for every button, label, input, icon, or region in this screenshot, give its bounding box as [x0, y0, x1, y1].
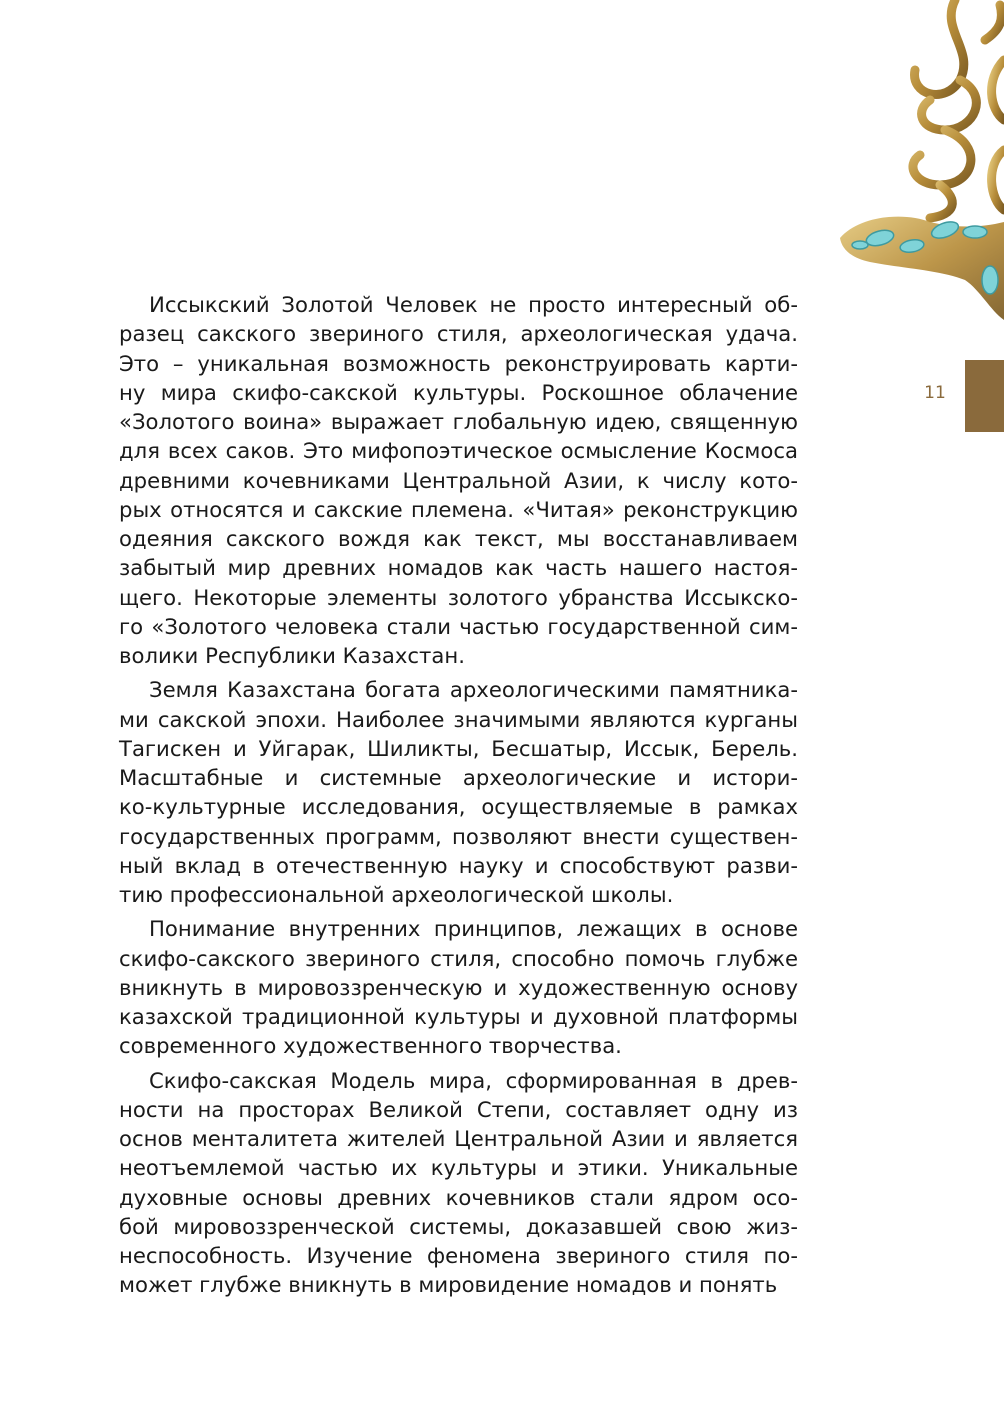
text-line: Скифо-сакская Модель мира, сформированная в древ- — [149, 1067, 798, 1093]
text-line: казахской традиционной культуры и духовной платформы — [119, 1004, 798, 1029]
body-text — [119, 290, 798, 1305]
text-line: тию профессиональной археологической школы. — [119, 882, 674, 907]
text-line: Земля Казахстана богата археологическими памятника- — [149, 677, 798, 703]
text-line: неотъемлемой частью их культуры и этики. Уникальные — [119, 1155, 798, 1181]
text-line: Масштабные и системные археологические и истори- — [119, 765, 798, 790]
text-line: для всех саков. Это мифопоэтическое осмысление Космоса — [119, 438, 798, 464]
text-line: может глубже вникнуть в мировидение номадов и понять — [119, 1272, 778, 1298]
text-line: ный вклад в отечественную науку и способствуют разви- — [119, 852, 798, 878]
text-line: вникнуть в мировоззренческую и художественную основу — [119, 974, 798, 1000]
text-line: Понимание внутренних принципов, лежащих в основе — [149, 916, 798, 942]
text-line: ну мира скифо-сакской культуры. Роскошное облачение — [119, 379, 798, 405]
text-line: Это – уникальная возможность реконструировать карти- — [119, 350, 798, 376]
text-line: государственных программ, позволяют внести существен- — [119, 823, 798, 849]
text-line: одеяния сакского вождя как текст, мы восстанавливаем — [119, 526, 798, 551]
text-line: скифо-сакского звериного стиля, способно помочь глубже — [119, 945, 798, 971]
paragraph — [119, 675, 798, 909]
text-line: забытый мир древних номадов как часть нашего настоя- — [119, 555, 798, 581]
text-line: духовные основы древних кочевников стали ядром осо- — [119, 1184, 798, 1210]
text-line: волики Республики Казахстан. — [119, 643, 465, 668]
text-line: современного художественного творчества. — [119, 1033, 622, 1059]
page-number: 11 — [924, 383, 946, 403]
text-line: неспособность. Изучение феномена звериного стиля по- — [119, 1243, 798, 1268]
paragraph — [119, 290, 798, 670]
text-line: разец сакского звериного стиля, археологическая удача. — [119, 321, 798, 347]
text-line: Иссыкский Золотой Человек не просто интересный об- — [149, 292, 798, 317]
text-line: бой мировоззренческой системы, доказавшей свою жиз- — [119, 1213, 798, 1239]
text-line: Тагискен и Уйгарак, Шиликты, Бесшатыр, Иссык, Берель. — [119, 735, 798, 761]
golden-deer-antler-ornament-icon — [0, 0, 1004, 340]
text-line: древними кочевниками Центральной Азии, к числу кото- — [119, 467, 798, 493]
section-tab-marker — [965, 360, 1004, 432]
paragraph — [119, 914, 798, 1060]
text-line: основ менталитета жителей Центральной Азии и является — [119, 1126, 798, 1151]
paragraph — [119, 1066, 798, 1300]
text-line: ко-культурные исследования, осуществляемые в рамках — [119, 794, 798, 820]
text-line: ности на просторах Великой Степи, составляет одну из — [119, 1096, 798, 1122]
text-line: ми сакской эпохи. Наиболее значимыми являются курганы — [119, 706, 798, 732]
text-line: щего. Некоторые элементы золотого убранства Иссыкско- — [119, 584, 798, 610]
text-line: рых относятся и сакские племена. «Читая» реконструкцию — [119, 496, 798, 522]
text-line: «Золотого воина» выражает глобальную идею, священную — [119, 409, 798, 434]
text-line: го «Золотого человека стали частью государственной сим- — [119, 613, 798, 639]
